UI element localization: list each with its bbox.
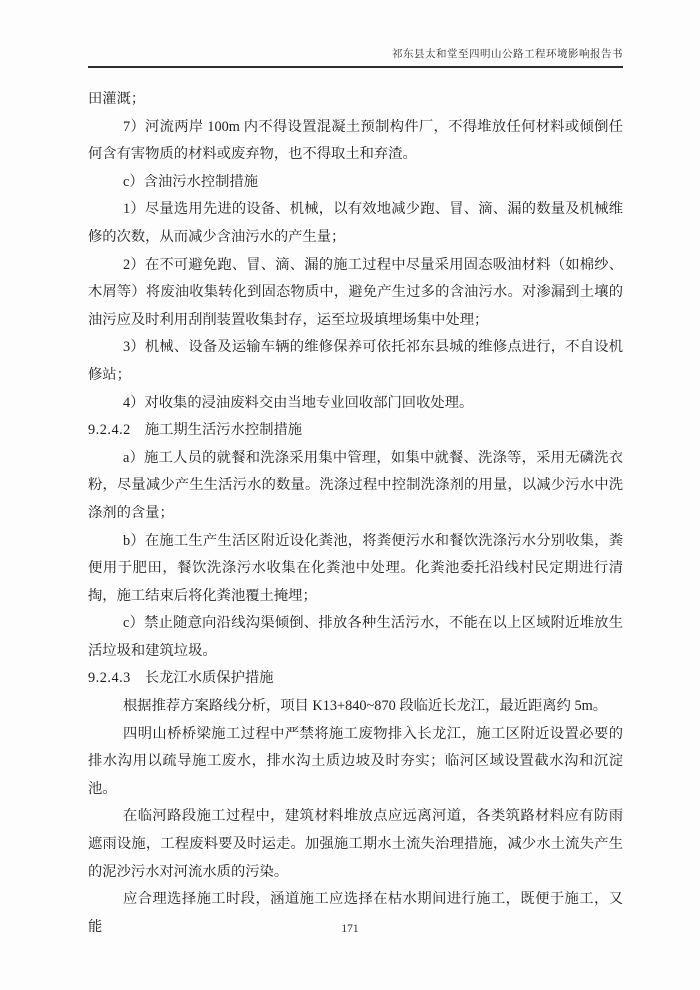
paragraph: c）含油污水控制措施: [123, 173, 259, 190]
paragraph: 在临河路段施工过程中，建筑材料堆放点应远离河道，各类筑路材料应有防雨遮雨设施，工程废料要及时运走。加强施工期水土流失治理措施，减少水土流失产生的泥沙污水对河流水质的污染。: [88, 808, 623, 880]
section-heading: [88, 417, 623, 445]
paragraph: 1）尽量选用先进的设备、机械，以有效地减少跑、冒、滴、漏的数量及机械维修的次数，从而减少含油污水的产生量；: [88, 201, 623, 245]
paragraph-continuation: 田灌溉；: [88, 91, 146, 107]
paragraph: 四明山桥桥梁施工过程中严禁将施工废物排入长龙江，施工区附近设置必要的排水沟用以疏导施工废水，排水沟土质边坡及时夯实；临河区域设置截水沟和沉淀池。: [88, 725, 623, 797]
paragraph: 2）在不可避免跑、冒、滴、漏的施工过程中尽量采用固态吸油材料（如棉纱、木屑等）将废油收集转化到固态物质中，避免产生过多的含油污水。对渗漏到土壤的油污应及时利用刮削装置收集封存，运至垃圾填埋场集中处理；: [88, 256, 623, 328]
paragraph: 3）机械、设备及运输车辆的维修保养可依托祁东县城的维修点进行，不自设机修站；: [88, 339, 623, 383]
paragraph: c）禁止随意向沿线沟渠倾倒、排放各种生活污水，不能在以上区域附近堆放生活垃圾和建筑垃圾。: [88, 615, 623, 659]
section-title: 施工期生活污水控制措施: [144, 422, 303, 439]
paragraph: 应合理选择施工时段，涵道施工应选择在枯水期间进行施工，既便于施工，又能: [88, 891, 623, 935]
paragraph: b）在施工生产生活区附近设化粪池，将粪便污水和餐饮洗涤污水分别收集，粪便用于肥田，餐饮洗涤污水收集在化粪池中处理。化粪池委托沿线村民定期进行清掏，施工结束后将化粪池覆土掩埋；: [88, 532, 623, 604]
document-content: [88, 86, 623, 941]
paragraph: 4）对收集的浸油废料交由当地专业回收部门回收处理。: [123, 394, 474, 411]
page-footer: [0, 923, 700, 935]
section-heading: [88, 665, 623, 693]
paragraph: a）施工人员的就餐和洗涤采用集中管理，如集中就餐、洗涤等，采用无磷洗衣粉，尽量减少产生生活污水的数量。洗涤过程中控制洗涤剂的用量，以减少污水中洗涤剂的含量；: [88, 449, 623, 521]
section-title: 长龙江水质保护措施: [144, 670, 274, 687]
page-number: 171: [341, 923, 359, 935]
section-number: 9.2.4.2: [88, 422, 131, 439]
paragraph: 根据推荐方案路线分析，项目 K13+840~870 段临近长龙江，最近距离约 5m。: [123, 698, 608, 715]
section-number: 9.2.4.3: [88, 670, 131, 687]
header-title: 祁东县太和堂至四明山公路工程环境影响报告书: [392, 49, 623, 60]
header-rule: [88, 66, 623, 68]
paragraph: 7）河流两岸 100m 内不得设置混凝土预制构件厂，不得堆放任何材料或倾倒任何含有害物质的材料或废弃物，也不得取土和弃渣。: [88, 118, 623, 163]
page-header: [88, 46, 623, 61]
